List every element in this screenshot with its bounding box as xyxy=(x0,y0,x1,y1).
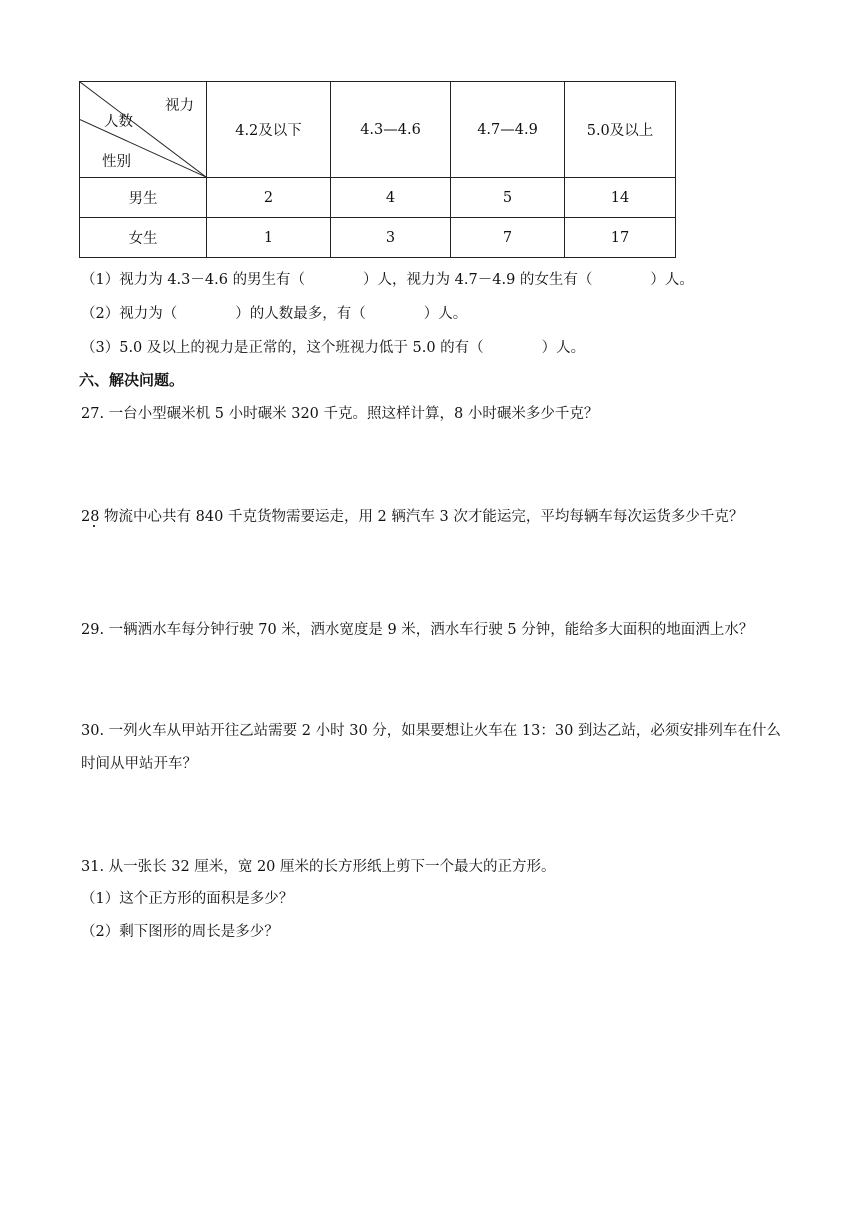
header-count-label: 人数 xyxy=(104,114,133,130)
sub-question-3: （3）5.0 及以上的视力是正常的，这个班视力低于 5.0 的有（ ）人。 xyxy=(81,340,586,356)
sub-question-2: （2）视力为（ ）的人数最多，有（ ）人。 xyxy=(81,306,468,322)
sub-question-1: （1）视力为 4.3－4.6 的男生有（ ）人，视力为 4.7－4.9 的女生有（ ）人。 xyxy=(81,272,694,288)
question-28: 28 物流中心共有 840 千克货物需要运走，用 2 辆汽车 3 次才能运完，平均每辆车每次运货多少千克？ xyxy=(81,509,744,525)
question-31: 31. 从一张长 32 厘米，宽 20 厘米的长方形纸上剪下一个最大的正方形。 xyxy=(81,859,556,875)
row-label: 女生 xyxy=(80,218,207,258)
table-cell: 4 xyxy=(331,178,451,218)
row-label: 男生 xyxy=(80,178,207,218)
table-header-row xyxy=(80,82,676,178)
table-row-boys xyxy=(80,178,676,218)
table-cell: 14 xyxy=(565,178,676,218)
table-cell: 2 xyxy=(207,178,331,218)
vision-table xyxy=(79,81,676,258)
column-header: 5.0及以上 xyxy=(565,82,676,178)
column-header: 4.7—4.9 xyxy=(451,82,565,178)
table-row-girls xyxy=(80,218,676,258)
question-30-line-2: 时间从甲站开车？ xyxy=(81,756,197,772)
table-cell: 3 xyxy=(331,218,451,258)
question-31-sub-1: （1）这个正方形的面积是多少？ xyxy=(81,891,294,907)
column-header: 4.2及以下 xyxy=(207,82,331,178)
stray-mark xyxy=(93,525,95,527)
section-title: 六、解决问题。 xyxy=(79,371,185,389)
diagonal-header-cell xyxy=(80,82,207,178)
table-cell: 7 xyxy=(451,218,565,258)
table-cell: 5 xyxy=(451,178,565,218)
header-gender-label: 性别 xyxy=(102,154,131,170)
question-27: 27. 一台小型碾米机 5 小时碾米 320 千克。照这样计算，8 小时碾米多少千克？ xyxy=(81,406,599,422)
table-cell: 17 xyxy=(565,218,676,258)
question-31-sub-2: （2）剩下图形的周长是多少？ xyxy=(81,924,279,940)
table-cell: 1 xyxy=(207,218,331,258)
column-header: 4.3—4.6 xyxy=(331,82,451,178)
question-29: 29. 一辆洒水车每分钟行驶 70 米，洒水宽度是 9 米，洒水车行驶 5 分钟，能给多大面积的地面洒上水？ xyxy=(81,622,754,638)
header-vision-label: 视力 xyxy=(165,98,194,114)
question-30-line-1: 30. 一列火车从甲站开往乙站需要 2 小时 30 分，如果要想让火车在 13：30 到达乙站，必须安排列车在什么 xyxy=(81,723,781,739)
